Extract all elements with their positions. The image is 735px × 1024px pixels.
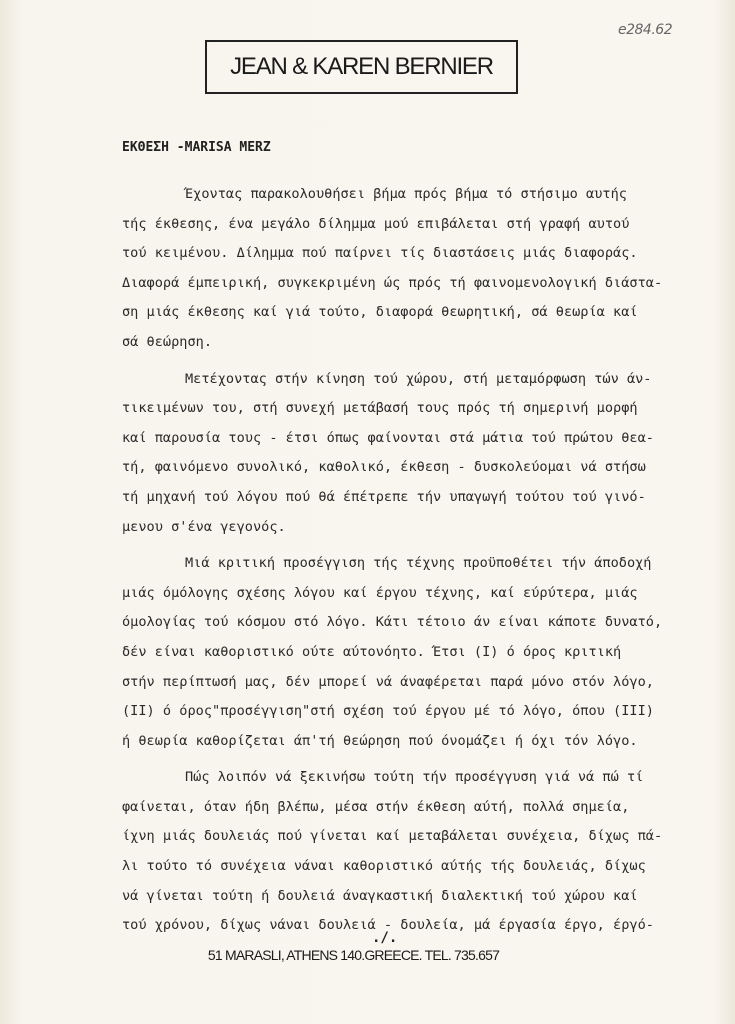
text-line: όμολογίας τού κόσμου στό λόγο. Κάτι τέτοιο άν είναι κάποτε δυνατό, [122, 614, 663, 631]
text-line: Έχοντας παρακολουθήσει βήμα πρός βήμα τό στήσιμο αυτής [185, 186, 627, 202]
continuation-mark: ./. [372, 930, 398, 946]
text-line: σά θεώρηση. [122, 333, 213, 350]
text-line: τικειμένων του, στή συνεχή μετάβασή τους πρός τή σημερινή μορφή [122, 400, 638, 417]
text-line: καί παρουσία τους - έτσι όπως φαίνονται στά μάτια τού πρώτου θεα- [122, 429, 654, 446]
text-line: νά γίνεται τούτη ή δουλειά άναγκαστική διαλεκτική τού χώρου καί [122, 887, 638, 904]
document-title: ΕΚΘΕΣΗ -MARISA MERZ [122, 140, 271, 155]
text-line: λι τούτο τό συνέχεια νάναι καθοριστικό αύτής τής δουλειάς, δίχως [122, 858, 646, 875]
text-line: τή, φαινόμενο συνολικό, καθολικό, έκθεση - δυσκολεύομαι νά στήσω [122, 459, 646, 476]
text-line: ή θεωρία καθορίζεται άπ'τή θεώρηση πού όνομάζει ή όχι τόν λόγο. [122, 732, 638, 749]
text-line: τού χρόνου, δίχως νάναι δουλειά - δουλεία, μά έργασία έργο, έργό- [122, 917, 654, 934]
text-line: τού κειμένου. Δίλημμα πού παίρνει τίς διαστάσεις μιάς διαφοράς. [122, 245, 638, 262]
letterhead-name: JEAN & KAREN BERNIER [230, 53, 493, 80]
paragraph [122, 763, 712, 941]
text-line: δέν είναι καθοριστικό ούτε αύτονόητο. Έτσι (I) ό όρος κριτική [122, 643, 622, 660]
paragraph [122, 365, 712, 543]
text-line: τής έκθεσης, ένα μεγάλο δίλημμα μού επιβάλεται στή γραφή αυτού [122, 215, 630, 232]
text-line: Μετέχοντας στήν κίνηση τού χώρου, στή μεταμόρφωση τών άν- [185, 370, 652, 387]
letterhead-box [205, 40, 518, 94]
text-line: ση μιάς έκθεσης καί γιά τούτο, διαφορά θεωρητική, σά θεωρία καί [122, 304, 638, 321]
text-line: Διαφορά έμπειρική, συγκεκριμένη ώς πρός τή φαινομενολογική διάστα- [122, 274, 663, 291]
text-line: μενου σ'ένα γεγονός. [122, 518, 286, 535]
text-line: ίχνη μιάς δουλειάς πού γίνεται καί μεταβάλεται συνέχεια, δίχως πά- [122, 828, 663, 845]
footer-address: 51 MARASLI, ATHENS 140.GREECE. TEL. 735.657 [207, 947, 500, 963]
text-line: τή μηχανή τού λόγου πού θά έπέτρεπε τήν υπαγωγή τούτου τού γινό- [122, 488, 646, 505]
text-line: φαίνεται, όταν ήδη βλέπω, μέσα στήν έκθεση αύτή, πολλά σημεία, [122, 798, 630, 815]
document-body [122, 180, 712, 948]
text-line: στήν περίπτωσή μας, δέν μπορεί νά άναφέρεται παρά μόνο στόν λόγο, [122, 673, 654, 690]
paragraph [122, 180, 712, 358]
text-line: (II) ό όρος"προσέγγιση"στή σχέση τού έργου μέ τό λόγο, όπου (III) [122, 703, 654, 720]
paragraph [122, 549, 712, 756]
text-line: Πώς λοιπόν νά ξεκινήσω τούτη τήν προσέγγυση γιά νά πώ τί [185, 769, 644, 786]
text-line: Μιά κριτική προσέγγιση τής τέχνης προϋποθέτει τήν άποδοχή [185, 555, 652, 572]
handwritten-annotation: e284.62 [618, 22, 673, 38]
text-line: μιάς όμόλογης σχέσης λόγου καί έργου τέχνης, καί εύρύτερα, μιάς [122, 584, 638, 601]
